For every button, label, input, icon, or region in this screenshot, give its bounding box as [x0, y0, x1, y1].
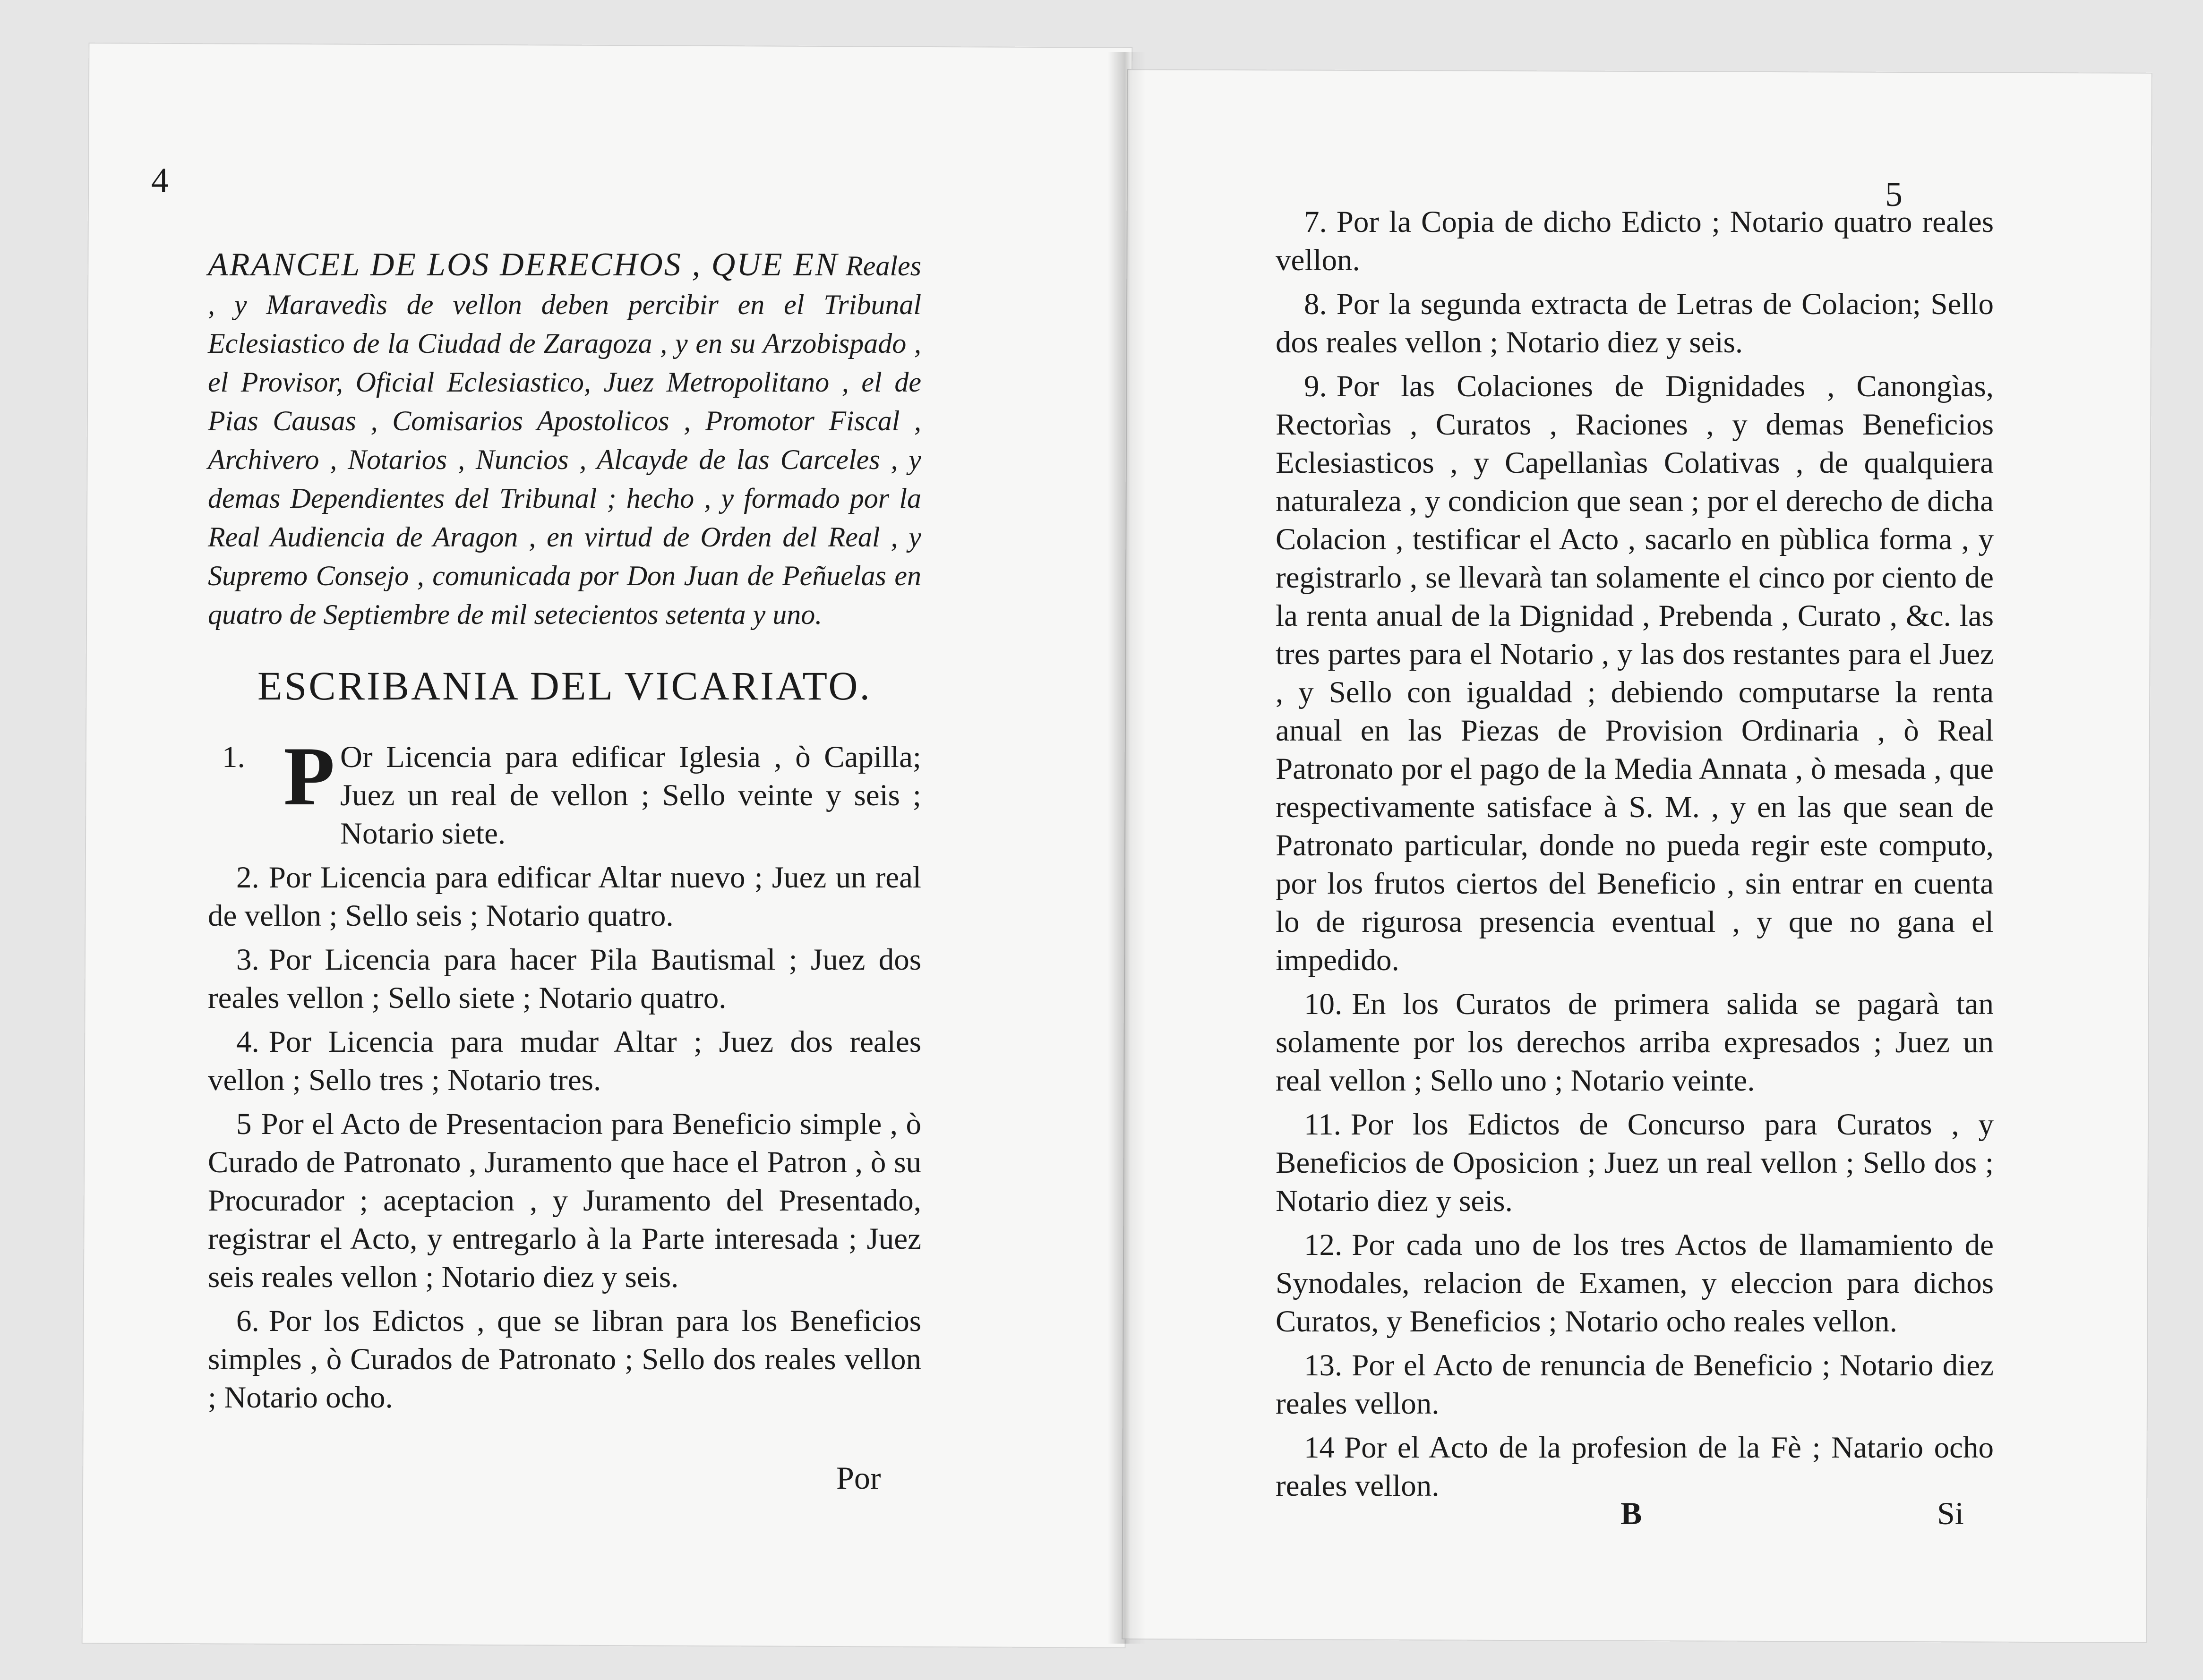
section-title: ESCRIBANIA DEL VICARIATO.	[257, 663, 872, 708]
signature-mark: B	[1620, 1495, 1642, 1531]
arancel-heading	[208, 246, 921, 634]
entry-number: 10.	[1304, 987, 1343, 1021]
entry-text: Por el Acto de renuncia de Beneficio ; Notario diez reales vellon.	[1276, 1348, 1994, 1421]
entry-number: 7.	[1304, 205, 1327, 239]
entry-text: Por la Copia de dicho Edicto ; Notario quatro reales vellon.	[1276, 205, 1994, 277]
entry-number: 3.	[236, 943, 259, 977]
entry-2	[208, 859, 921, 935]
entry-14	[1276, 1429, 1994, 1505]
entry-number: 8.	[1304, 287, 1327, 321]
entry-text: Por la segunda extracta de Letras de Colacion; Sello dos reales vellon ; Notario diez y seis.	[1276, 287, 1994, 359]
heading-body: Reales , y Maravedìs de vellon deben percibir en el Tribunal Eclesiastico de la Ciudad de Zaragoza , y en su Arzobispado , el Provisor, Oficial Eclesiastico, Juez Metropolitano , el de Pias Causas , Comisarios Apostolicos , Promotor Fiscal , Archivero , Notarios , Nuncios , Alcayde de las Carceles , y demas Dependientes del Tribunal ; hecho , y formado por la Real Audiencia de Aragon , en virtud de Orden del Real , y Supremo Consejo , comunicada por Don Juan de Peñuelas en quatro de Septiembre de mil setecientos setenta y uno.	[208, 250, 921, 630]
left-text-column	[208, 246, 921, 1423]
entry-10	[1276, 985, 1994, 1100]
entry-text: En los Curatos de primera salida se pagarà tan solamente por los derechos arriba expresados ; Juez un real vellon ; Sello uno ; Notario veinte.	[1276, 987, 1994, 1098]
entry-4	[208, 1023, 921, 1100]
entry-text: Or Licencia para edificar Iglesia , ò Capilla; Juez un real de vellon ; Sello veinte y seis ; Notario siete.	[340, 740, 921, 851]
page-number-left: 4	[151, 161, 169, 200]
entry-number: 9.	[1304, 369, 1327, 403]
drop-cap: P	[283, 729, 335, 823]
entry-number: 6.	[236, 1304, 259, 1338]
entry-text: Por las Colaciones de Dignidades , Canongìas, Rectorìas , Curatos , Raciones , y demas Beneficios Eclesiasticos , y Capellanìas Colativas , de qualquiera naturaleza , y condicion que sean ; por el derecho de dicha Colacion , testificar el Acto , sacarlo en pùblica forma , y registrarlo , se llevarà tan solamente el cinco por ciento de la renta anual de la Dignidad , Prebenda , Curato , &c. las tres partes para el Notario , y las dos restantes para el Juez , y Sello con igualdad ; debiendo computarse la renta anual en las Piezas de Provision Ordinaria , ò Real Patronato por el pago de la Media Annata , ò mesada , que respectivamente satisface à S. M. , y en las que sean de Patronato particular, donde no pueda regir este computo, por los frutos ciertos del Beneficio , sin entrar en cuenta lo de rigurosa presencia eventual , y que no gana el impedido.	[1276, 369, 1994, 977]
entry-text: Por cada uno de los tres Actos de llamamiento de Synodales, relacion de Examen, y eleccion para dichos Curatos, y Beneficios ; Notario ocho reales vellon.	[1276, 1228, 1994, 1339]
catchword-right: Si	[1937, 1495, 1964, 1531]
entry-number: 11.	[1304, 1108, 1341, 1142]
entry-text: Por el Acto de la profesion de la Fè ; Natario ocho reales vellon.	[1276, 1431, 1994, 1503]
entry-number: 1.	[222, 740, 245, 774]
entry-text: Por Licencia para hacer Pila Bautismal ; Juez dos reales vellon ; Sello siete ; Notario quatro.	[208, 943, 921, 1015]
entry-text: Por los Edictos , que se libran para los Beneficios simples , ò Curados de Patronato ; Sello dos reales vellon ; Notario ocho.	[208, 1304, 921, 1415]
entry-number: 2.	[236, 861, 259, 895]
entry-5	[208, 1105, 921, 1296]
entry-7	[1276, 203, 1994, 280]
entry-3	[208, 941, 921, 1017]
entry-11	[1276, 1106, 1994, 1220]
entry-9	[1276, 367, 1994, 980]
page-number-right: 5	[1885, 175, 1903, 214]
entry-text: Por Licencia para mudar Altar ; Juez dos reales vellon ; Sello tres ; Notario tres.	[208, 1025, 921, 1097]
entry-number: 14	[1304, 1431, 1335, 1465]
entry-number: 4.	[236, 1025, 259, 1059]
entry-text: Por el Acto de Presentacion para Beneficio simple , ò Curado de Patronato , Juramento que hace el Patron , ò su Procurador ; aceptacion , y Juramento del Presentado, registrar el Acto, y entregarlo à la Parte interesada ; Juez seis reales vellon ; Notario diez y seis.	[208, 1107, 921, 1294]
entry-13	[1276, 1347, 1994, 1423]
entry-text: Por los Edictos de Concurso para Curatos , y Beneficios de Oposicion ; Juez un real vellon ; Sello dos ; Notario diez y seis.	[1276, 1108, 1994, 1218]
entry-number: 5	[236, 1107, 252, 1141]
entry-8	[1276, 285, 1994, 362]
entry-number: 12.	[1304, 1228, 1343, 1262]
entry-number: 13.	[1304, 1348, 1343, 1382]
entry-12	[1276, 1226, 1994, 1341]
catchword-left: Por	[836, 1460, 881, 1496]
entry-text: Por Licencia para edificar Altar nuevo ; Juez un real de vellon ; Sello seis ; Notario quatro.	[208, 861, 921, 933]
heading-first-line: ARANCEL DE LOS DERECHOS , QUE EN	[208, 247, 839, 283]
entry-1	[208, 729, 921, 853]
right-text-column	[1276, 203, 1994, 1511]
entry-6	[208, 1302, 921, 1417]
